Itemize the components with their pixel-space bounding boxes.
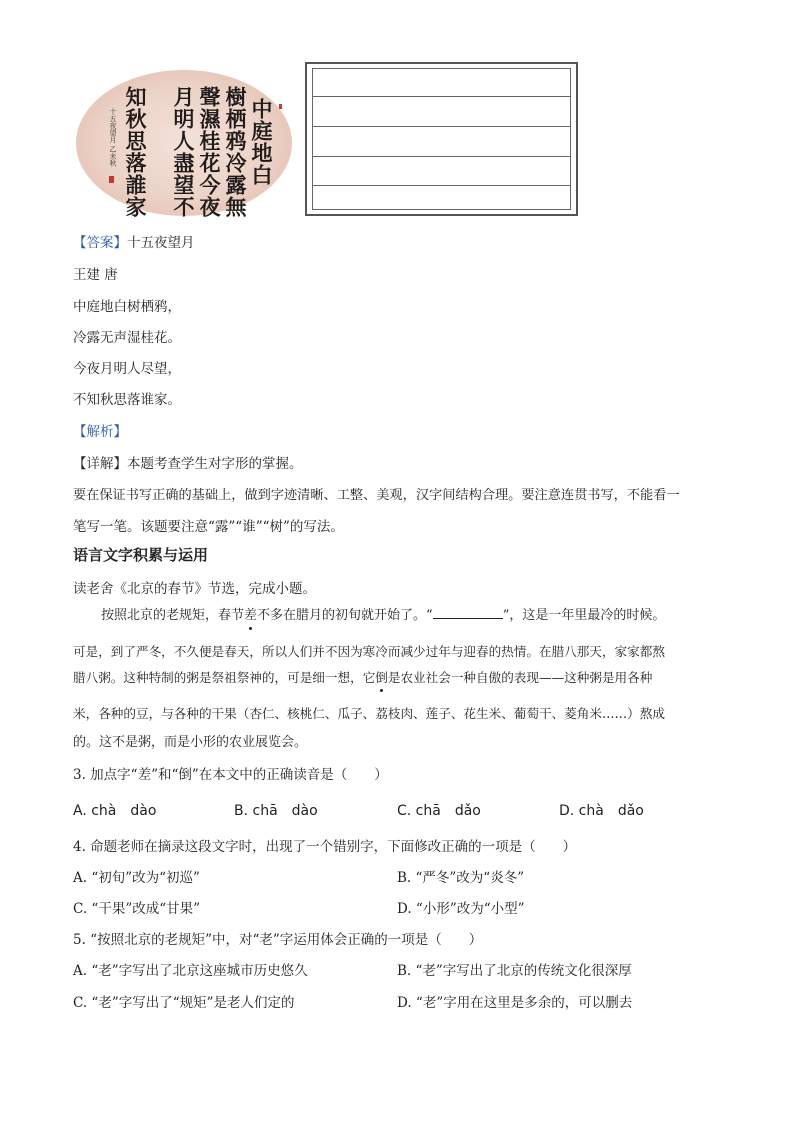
analysis-paragraph-line-1: 要在保证书写正确的基础上，做到字迹清晰、工整、美观，汉字间结构合理。要注意连贯书写，不能看一 — [73, 488, 680, 503]
seal-stamp-small — [279, 104, 282, 109]
question-5-option-a[interactable]: A. “老”字写出了北京这座城市历史悠久 — [73, 963, 308, 979]
dotted-char-dao: 倒 — [375, 670, 388, 685]
calligraphy-signature: 十五夜望月 乙未秋 — [109, 108, 117, 167]
question-4-option-b[interactable]: B. “严冬”改为“炎冬” — [397, 870, 525, 886]
question-3-option-c[interactable]: C. chā dǎo — [397, 803, 481, 819]
grid-row-line — [313, 126, 570, 127]
calligraphy-column-2: 樹栖鸦冷露無 — [223, 86, 248, 218]
analysis-detail: 【详解】本题考查学生对字形的掌握。 — [73, 456, 303, 472]
question-3-option-a[interactable]: A. chà dào — [73, 803, 157, 819]
passage-text: 是农业社会一种自傲的表现——这种粥是用各种 — [387, 670, 653, 685]
answer-author: 王建 唐 — [73, 267, 118, 283]
question-4-option-d[interactable]: D. “小形”改为“小型” — [397, 901, 525, 917]
calligraphy-image — [74, 64, 296, 219]
grid-row-line — [313, 185, 570, 186]
passage-line-5: 的。这不是粥，而是小形的农业展览会。 — [73, 735, 308, 750]
passage-line-1 — [101, 606, 665, 625]
question-5-option-d[interactable]: D. “老”字用在这里是多余的，可以删去 — [397, 995, 633, 1011]
question-5-option-c[interactable]: C. “老”字写出了“规矩”是老人们定的 — [73, 995, 295, 1011]
poem-line-4: 不知秋思落谁家。 — [73, 392, 181, 408]
passage-text: 腊八粥。这种特制的粥是祭祖祭神的，可是细一想，它 — [73, 670, 376, 685]
poem-line-3: 今夜月明人尽望， — [73, 361, 181, 377]
question-4-option-a[interactable]: A. “初旬”改为“初巡” — [73, 870, 200, 886]
calligraphy-column-5: 知秋思落誰家 — [123, 86, 148, 218]
grid-row-line — [313, 156, 570, 157]
question-5-stem: 5. “按照北京的老规矩”中，对“老”字运用体会正确的一项是（ ） — [73, 932, 483, 948]
passage-line-3 — [73, 669, 652, 687]
fill-blank[interactable] — [433, 606, 503, 619]
grid-row-line — [313, 96, 570, 97]
dotted-char-cha: 差 — [244, 608, 258, 623]
passage-line-4: 米，各种的豆，与各种的干果（杏仁、核桃仁、瓜子、荔枝肉、莲子、花生米、葡萄干、菱角米……）熬成 — [73, 706, 665, 721]
question-4-stem: 4. 命题老师在摘录这段文字时，出现了一个错别字，下面修改正确的一项是（ ） — [73, 839, 577, 855]
answer-title: 十五夜望月 — [127, 235, 195, 251]
question-3-option-d[interactable]: D. chà dǎo — [559, 803, 644, 819]
passage-text: 不多在腊月的初旬就开始了。“ — [257, 608, 433, 623]
question-3-stem: 3. 加点字“差”和“倒”在本文中的正确读音是（ ） — [73, 767, 388, 783]
section-intro: 读老舍《北京的春节》节选，完成小题。 — [73, 581, 316, 597]
answer-tag: 【答案】 — [73, 235, 127, 251]
analysis-tag: 【解析】 — [73, 424, 127, 440]
answer-title-line — [73, 234, 195, 252]
calligraphy-column-1: 中庭地白 — [249, 98, 274, 186]
passage-line-2: 可是，到了严冬，不久便是春天，所以人们并不因为寒冷而减少过年与迎春的热情。在腊八那天，家家都熬 — [73, 644, 665, 659]
calligraphy-column-4: 月明人盡望不 — [171, 86, 196, 218]
writing-grid — [305, 62, 578, 216]
poem-line-2: 冷露无声湿桂花。 — [73, 330, 181, 346]
writing-grid-inner — [312, 68, 571, 210]
poem-line-1: 中庭地白树栖鸦， — [73, 299, 181, 315]
seal-stamp — [109, 176, 114, 183]
question-3-option-b[interactable]: B. chā dào — [234, 803, 318, 819]
calligraphy-column-3: 聲濕桂花今夜 — [197, 86, 222, 218]
section-title: 语言文字积累与运用 — [73, 546, 209, 564]
analysis-paragraph-line-2: 笔写一笔。该题要注意“露”“谁”“树”的写法。 — [73, 519, 344, 535]
passage-text: ”，这是一年里最冷的时候。 — [502, 608, 666, 623]
question-4-option-c[interactable]: C. “干果”改成“甘果” — [73, 901, 201, 917]
question-5-option-b[interactable]: B. “老”字写出了北京的传统文化很深厚 — [397, 963, 632, 979]
passage-text: 按照北京的老规矩，春节 — [101, 608, 245, 623]
